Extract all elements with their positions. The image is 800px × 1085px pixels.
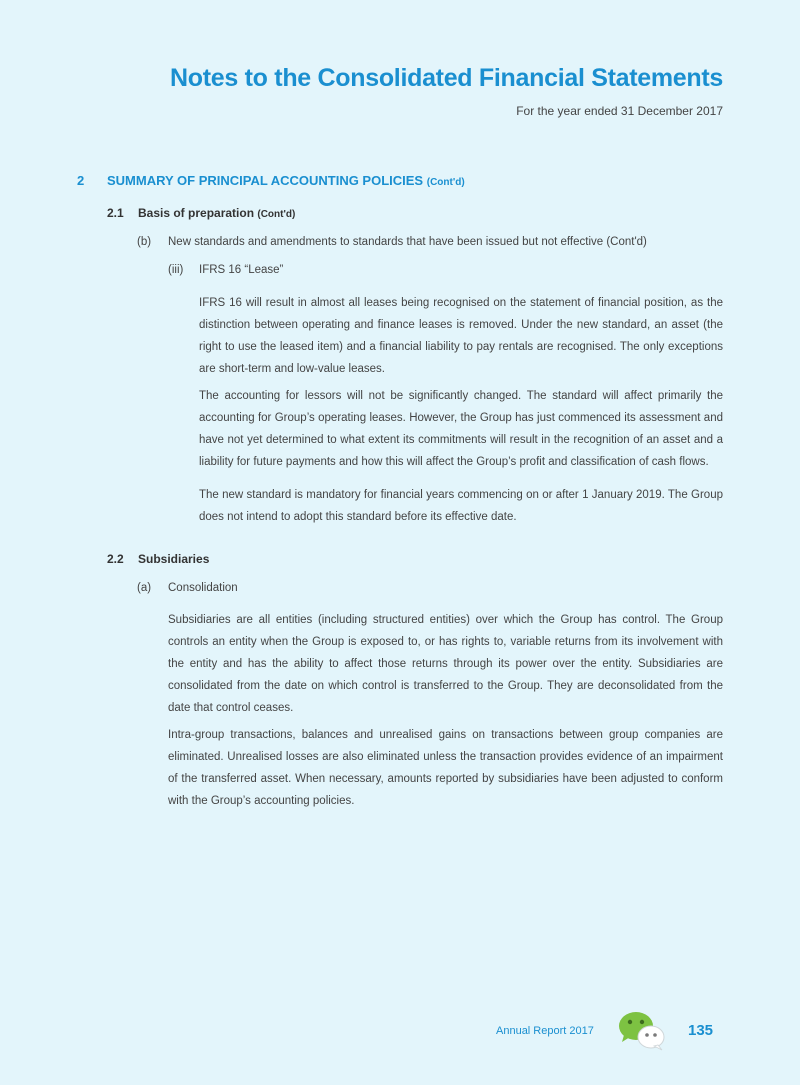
- item-text: Consolidation: [168, 582, 238, 594]
- subsection-number: 2.2: [107, 552, 124, 566]
- paragraph: IFRS 16 will result in almost all leases being recognised on the statement of financial position, as the distinction between operating and finance leases is removed. Under the new standard, an asset (the right to use the leased item) and a financial liability to pay rentals are recognised. The only exceptions are short-term and low-value leases.: [199, 297, 723, 375]
- section-heading: [77, 173, 465, 188]
- item-label: (b): [137, 236, 152, 248]
- paragraph: The accounting for lessors will not be significantly changed. The standard will affect primarily the accounting for Group’s operating leases. However, the Group has just commenced its assessment and have not yet determined to what extent its commitments will result in the recognition of an asset and a liability for future payments and how this will affect the Group’s profit and classification of cash flows.: [199, 390, 723, 468]
- footer-report-label: Annual Report 2017: [496, 1025, 594, 1037]
- subsection-cont: (Cont'd): [257, 209, 296, 220]
- section-number: 2: [77, 173, 85, 188]
- paragraph: The new standard is mandatory for financial years commencing on or after 1 January 2019. The Group does not intend to adopt this standard before its effective date.: [199, 489, 723, 523]
- item-text: IFRS 16 “Lease”: [199, 264, 284, 276]
- wechat-logo-icon: [618, 1011, 666, 1051]
- page-number: 135: [688, 1022, 714, 1039]
- page-subtitle: For the year ended 31 December 2017: [516, 104, 723, 118]
- paragraph: Intra-group transactions, balances and unrealised gains on transactions between group companies are eliminated. Unrealised losses are also eliminated unless the transaction provides evidence of an impairment of the transferred asset. When necessary, amounts reported by subsidiaries have been adjusted to conform with the Group’s accounting policies.: [168, 729, 723, 807]
- item-text: New standards and amendments to standards that have been issued but not effective (Cont'd): [168, 236, 647, 248]
- section-cont: (Cont'd): [426, 177, 465, 188]
- item-iii: [168, 264, 283, 276]
- paragraph: Subsidiaries are all entities (including structured entities) over which the Group has control. The Group controls an entity when the Group is exposed to, or has rights to, variable returns from its involvement with the entity and has the ability to affect those returns through its power over the entity. Subsidiaries are consolidated from the date on which control is transferred to the Group. They are deconsolidated from the date that control ceases.: [168, 614, 723, 714]
- section-title: SUMMARY OF PRINCIPAL ACCOUNTING POLICIES: [107, 173, 424, 188]
- subsection-heading-2-1: [107, 206, 295, 220]
- item-label: (iii): [168, 264, 184, 276]
- subsection-title: Subsidiaries: [138, 552, 210, 566]
- item-a: [137, 582, 238, 594]
- subsection-number: 2.1: [107, 206, 124, 220]
- item-label: (a): [137, 582, 152, 594]
- subsection-heading-2-2: [107, 552, 209, 566]
- subsection-title: Basis of preparation: [138, 206, 255, 220]
- page-title: Notes to the Consolidated Financial Statements: [170, 64, 723, 92]
- item-b: [137, 236, 647, 248]
